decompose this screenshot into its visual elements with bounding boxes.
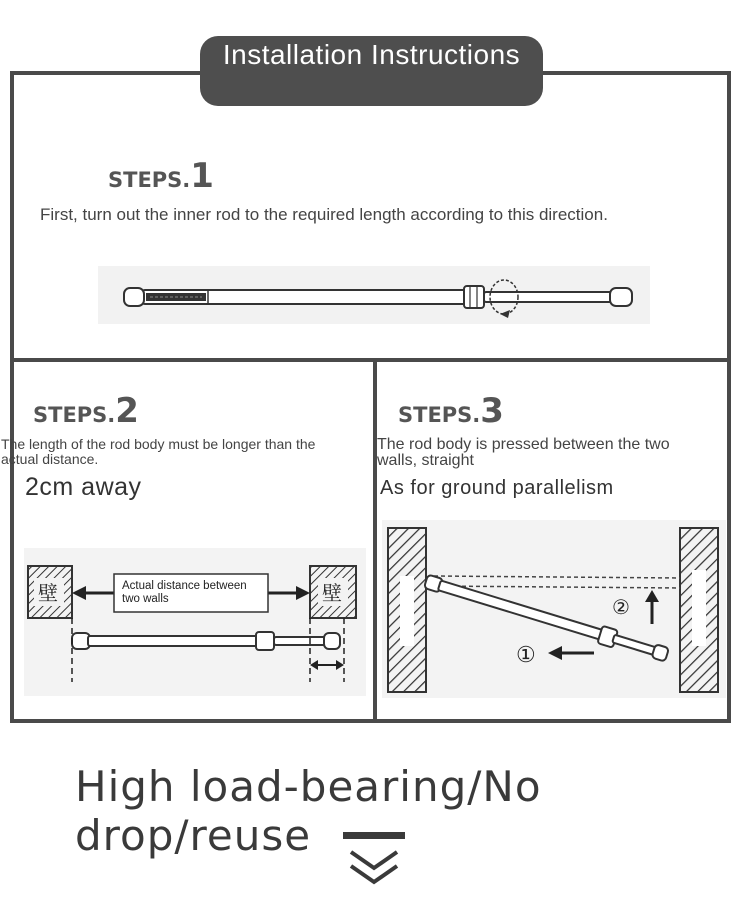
step3-highlight: As for ground parallelism (380, 477, 614, 499)
tagline: High load-bearing/No drop/reuse (75, 762, 542, 860)
step1-rod-illustration (98, 266, 650, 324)
right-wall-label: 壁 (322, 581, 342, 605)
step3-text-line2: walls, straight (377, 452, 474, 469)
step3-label: STEPS. (398, 403, 481, 427)
step3-text (377, 437, 727, 469)
step2-text-line1: The length of the rod body must be longer than the (1, 436, 316, 452)
step1-heading (108, 156, 214, 196)
page-title (200, 36, 543, 106)
marker-2: ② (612, 597, 630, 619)
step2-label: STEPS. (33, 403, 116, 427)
step2-highlight: 2cm away (25, 473, 142, 501)
step2-text (1, 437, 373, 467)
callout-line1: Actual distance between (122, 580, 247, 592)
step3-illustration (382, 520, 726, 698)
step3-heading (398, 391, 504, 431)
double-chevron-down-icon (343, 832, 405, 890)
step1-label: STEPS. (108, 168, 191, 192)
marker-1: ① (516, 642, 536, 667)
step2-number: 2 (115, 391, 139, 431)
callout-line2: two walls (122, 593, 169, 605)
step3-text-line1: The rod body is pressed between the two (377, 436, 670, 453)
step1-number: 1 (190, 156, 214, 196)
step1-text: First, turn out the inner rod to the required length according to this direction. (40, 205, 608, 224)
horizontal-divider (10, 358, 731, 362)
left-wall-label: 壁 (38, 581, 58, 605)
page-title-text: Installation Instructions (222, 39, 521, 70)
step3-number: 3 (480, 391, 504, 431)
step2-text-line2: actual distance. (1, 451, 99, 467)
step2-heading (33, 391, 139, 431)
vertical-divider (373, 360, 377, 723)
step2-illustration (24, 548, 366, 696)
